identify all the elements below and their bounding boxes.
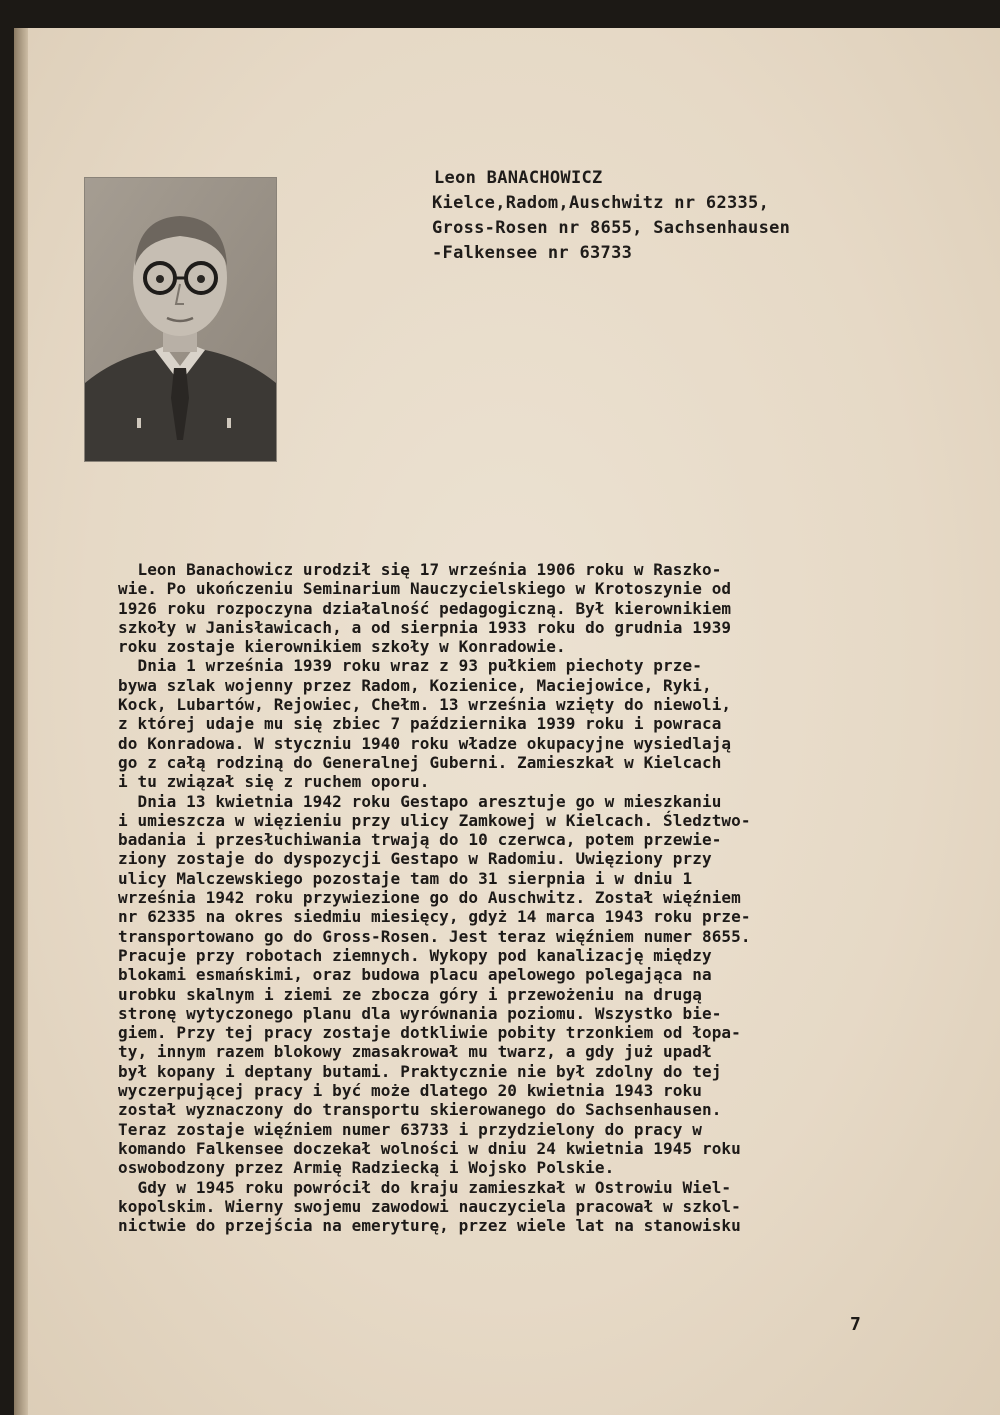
text-line: Dnia 13 kwietnia 1942 roku Gestapo aresztuje go w mieszkaniu xyxy=(118,791,722,811)
text-line: Teraz zostaje więźniem numer 63733 i przydzielony do pracy w xyxy=(118,1119,702,1139)
camps-line-1: Kielce,Radom,Auschwitz nr 62335, xyxy=(432,193,770,213)
camps-line-3: -Falkensee nr 63733 xyxy=(432,243,633,263)
text-line: go z całą rodziną do Generalnej Guberni. Zamieszkał w Kielcach xyxy=(118,752,722,772)
biography-text xyxy=(118,560,893,1235)
text-line: i tu związał się z ruchem oporu. xyxy=(118,772,430,792)
text-line: i umieszcza w więzieniu przy ulicy Zamkowej w Kielcach. Śledztwo- xyxy=(118,810,751,830)
text-line: oswobodzony przez Armię Radziecką i Wojsko Polskie. xyxy=(118,1158,615,1178)
text-line: był kopany i deptany butami. Praktycznie nie był zdolny do tej xyxy=(118,1061,722,1081)
text-line: do Konradowa. W styczniu 1940 roku władze okupacyjne wysiedlają xyxy=(118,733,732,753)
text-line: został wyznaczony do transportu skierowanego do Sachsenhausen. xyxy=(118,1100,722,1120)
text-line: Dnia 1 września 1939 roku wraz z 93 pułkiem piechoty prze- xyxy=(118,656,702,676)
text-line: bywa szlak wojenny przez Radom, Kozienice, Maciejowice, Ryki, xyxy=(118,675,712,695)
text-line: Gdy w 1945 roku powrócił do kraju zamieszkał w Ostrowiu Wiel- xyxy=(118,1177,732,1197)
text-line: stronę wytyczonego planu dla wyrównania poziomu. Wszystko bie- xyxy=(118,1003,722,1023)
text-line: 1926 roku rozpoczyna działalność pedagogiczną. Był kierownikiem xyxy=(118,598,732,618)
text-line: urobku skalnym i ziemi ze zbocza góry i przewożeniu na drugą xyxy=(118,984,702,1004)
text-line: kopolskim. Wierny swojemu zawodowi nauczyciela pracował w szkol- xyxy=(118,1196,741,1216)
biography-header xyxy=(432,166,790,266)
page-spine-shadow xyxy=(14,28,28,1415)
text-line: roku zostaje kierownikiem szkoły w Konradowie. xyxy=(118,637,566,657)
text-line: komando Falkensee doczekał wolności w dniu 24 kwietnia 1945 roku xyxy=(118,1138,741,1158)
text-line: ziony zostaje do dyspozycji Gestapo w Radomiu. Uwięziony przy xyxy=(118,849,712,869)
text-line: Leon Banachowicz urodził się 17 września 1906 roku w Raszko- xyxy=(118,560,722,579)
text-line: nictwie do przejścia na emeryturę, przez wiele lat na stanowisku xyxy=(118,1216,741,1236)
text-line: ty, innym razem blokowy zmasakrował mu twarz, a gdy już upadł xyxy=(118,1042,712,1062)
text-line: z której udaje mu się zbiec 7 października 1939 roku i powraca xyxy=(118,714,722,734)
camps-line-2: Gross-Rosen nr 8655, Sachsenhausen xyxy=(432,218,791,238)
person-name: Leon BANACHOWICZ xyxy=(434,168,603,188)
text-line: Pracuje przy robotach ziemnych. Wykopy pod kanalizację między xyxy=(118,945,712,965)
text-line: blokami esmańskimi, oraz budowa placu apelowego polegająca na xyxy=(118,965,712,985)
text-line: giem. Przy tej pracy zostaje dotkliwie pobity trzonkiem od łopa- xyxy=(118,1023,741,1043)
text-line: wie. Po ukończeniu Seminarium Nauczycielskiego w Krotoszynie od xyxy=(118,579,732,599)
page-number: 7 xyxy=(850,1314,861,1335)
text-line: Kock, Lubartów, Rejowiec, Chełm. 13 września wzięty do niewoli, xyxy=(118,695,732,715)
text-line: września 1942 roku przywiezione go do Auschwitz. Został więźniem xyxy=(118,888,741,908)
text-line: nr 62335 na okres siedmiu miesięcy, gdyż 14 marca 1943 roku prze- xyxy=(118,907,751,927)
text-line: szkoły w Janisławicach, a od sierpnia 1933 roku do grudnia 1939 xyxy=(118,617,732,637)
portrait-photo xyxy=(85,178,276,461)
portrait-illustration xyxy=(85,178,276,461)
text-line: badania i przesłuchiwania trwają do 10 czerwca, potem przewie- xyxy=(118,830,722,850)
text-line: transportowano go do Gross-Rosen. Jest teraz więźniem numer 8655. xyxy=(118,926,751,946)
text-line: ulicy Malczewskiego pozostaje tam do 31 sierpnia i w dniu 1 xyxy=(118,868,693,888)
document-page xyxy=(14,28,1000,1415)
text-line: wyczerpującej pracy i być może dlatego 20 kwietnia 1943 roku xyxy=(118,1081,702,1101)
